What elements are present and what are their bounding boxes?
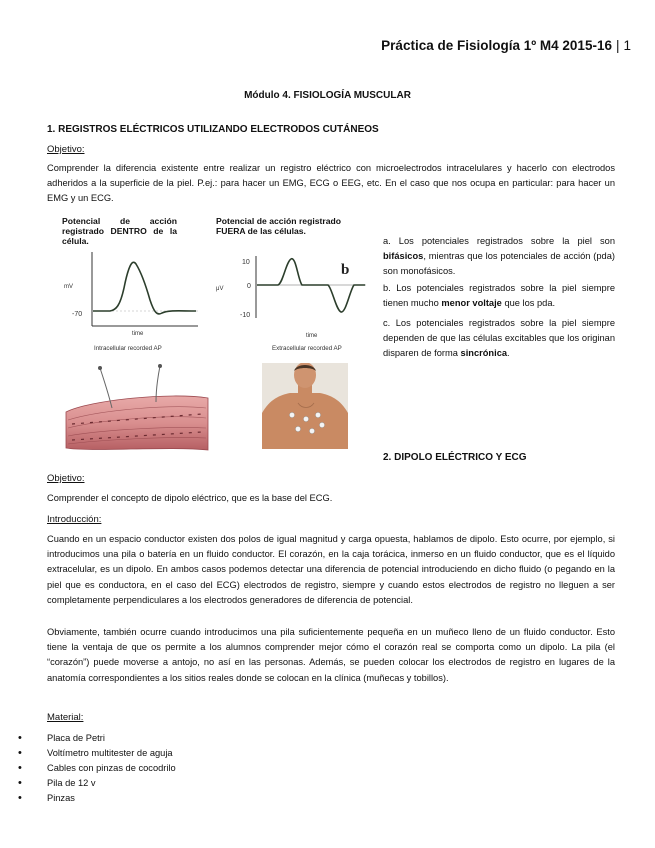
section1-heading: 1. REGISTROS ELÉCTRICOS UTILIZANDO ELECTRODOS CUTÁNEOS: [47, 124, 379, 135]
page-header: [381, 38, 631, 53]
extracellular-ap-chart: [210, 250, 370, 356]
section1-objective-text: Comprender la diferencia existente entre realizar un registro eléctrico con microelectrodos intracelulares y hacerlo con electrodos adheridos a la superficie de la piel. P.ej.: para hacer un EMG, ECG o EEG, etc. En el caso que nos ocupa en particular: para hacer un EMG y un ECG.: [47, 163, 615, 204]
extracellular-y-high: 10: [242, 259, 250, 266]
module-title: Módulo 4. FISIOLOGÍA MUSCULAR: [244, 90, 411, 101]
section2-intro-paragraph-2: Obviamente, también ocurre cuando introducimos una pila suficientemente pequeña en un muñeco lleno de un fluido conductor. Esto tiene la ventaja de que os permite a los alumnos comprender mejor cómo el corazón real se comporta como un dipolo. La pila (el “corazón”) puede moverse a antojo, no así en las personas. Además, se pueden colocar los electrodos de registro en lugares de la anatomía correspondientes a los sitios reales donde se colocan en la clínica (muñecas y tobillos).: [47, 627, 615, 683]
note-a: a. Los potenciales registrados sobre la piel son bifásicos, mientras que los potenciales de acción (pda) son monofásicos.: [383, 236, 615, 277]
extracellular-y-unit: μV: [216, 286, 224, 292]
materials-list: [18, 731, 176, 806]
intracellular-caption: Intracellular recorded AP: [94, 345, 162, 352]
material-label: Material:: [47, 712, 84, 723]
section2-heading: 2. DIPOLO ELÉCTRICO Y ECG: [383, 452, 527, 463]
material-item: • Placa de Petri: [18, 732, 105, 744]
ecg-electrodes-photo: [262, 363, 348, 449]
intracellular-y-unit: mV: [64, 284, 73, 290]
material-item: • Pila de 12 v: [18, 777, 96, 789]
header-separator: |: [615, 38, 620, 53]
note-c: c. Los potenciales registrados sobre la piel siempre dependen de que las células excitables que los originan disparen de forma sincrónica.: [383, 318, 615, 359]
extracellular-caption: Extracellular recorded AP: [272, 345, 342, 352]
extracellular-y-low: -10: [240, 312, 251, 319]
page-number: 1: [623, 38, 631, 53]
intracellular-figure-title: Potencial de acción registrado DENTRO de la célula.: [62, 216, 177, 246]
extracellular-panel-letter: b: [341, 262, 350, 278]
extracellular-x-label: time: [306, 333, 318, 339]
extracellular-y-zero: 0: [247, 283, 251, 290]
intracellular-x-label: time: [132, 331, 144, 337]
section2-intro-paragraph-1: Cuando en un espacio conductor existen dos polos de igual magnitud y carga opuesta, hablamos de dipolo. Esto ocurre, por ejemplo, si introducimos una pila o batería en un fluido conductor. El corazón, en la caja torácica, inmerso en un fluido conductor, que es el líquido extracelular, es un dipolo. En ambos casos podemos detectar una diferencia de potencial introduciendo en dicho fluido (o pegando en la piel que es conductora, en el caso del ECG) electrodos de registro, siempre y cuando estos electrodos de registro no lleguen a ser completamente perpendiculares a los electrodos generadores de diferencia de potencial.: [47, 534, 615, 605]
intracellular-ap-chart: [50, 248, 200, 356]
note-b: b. Los potenciales registrados sobre la piel siempre tienen mucho menor voltaje que los pda.: [383, 283, 615, 309]
section2-objective-label: Objetivo:: [47, 473, 85, 484]
section2-objective-text: Comprender el concepto de dipolo eléctrico, que es la base del ECG.: [47, 493, 333, 503]
extracellular-figure-title: Potencial de acción registrado FUERA de las células.: [216, 216, 341, 236]
header-title: Práctica de Fisiología 1º M4 2015-16: [381, 38, 612, 53]
intracellular-ap-trace: [93, 262, 196, 314]
material-item: • Pinzas: [18, 792, 75, 804]
muscle-fiber-illustration: [60, 362, 210, 454]
section2-intro-label: Introducción:: [47, 514, 102, 525]
section1-objective-label: Objetivo:: [47, 144, 85, 155]
intracellular-y-low: -70: [72, 311, 83, 318]
material-item: • Voltímetro multitester de aguja: [18, 747, 173, 759]
material-item: • Cables con pinzas de cocodrilo: [18, 762, 176, 774]
